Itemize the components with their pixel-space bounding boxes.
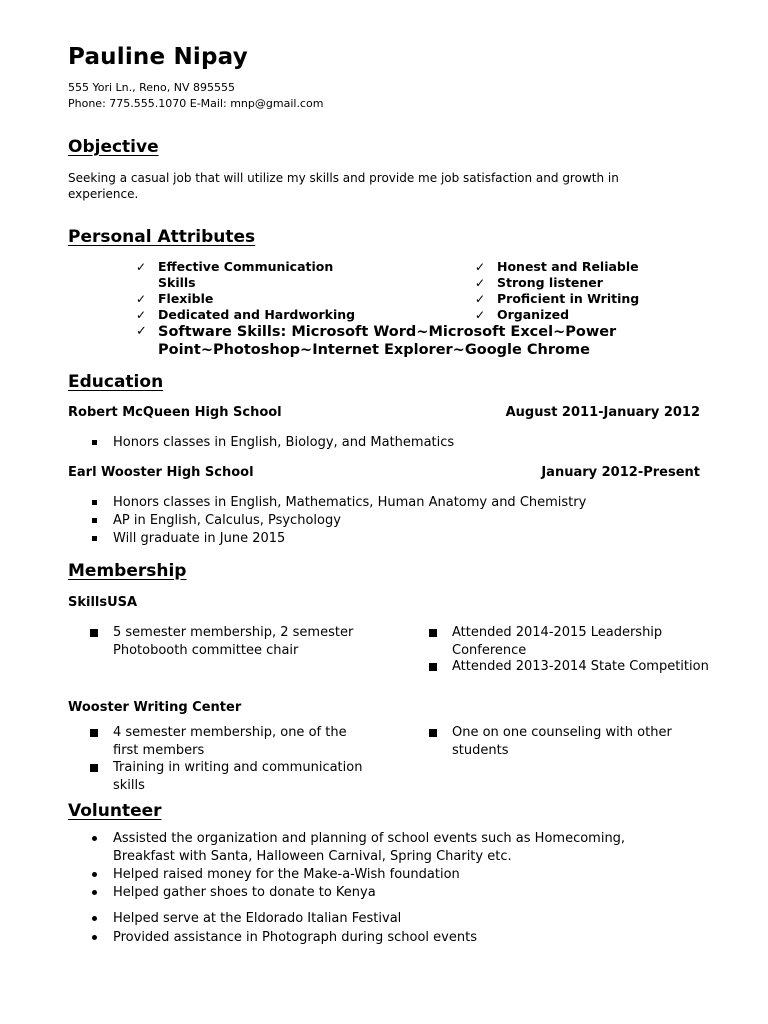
list-item-text: Helped gather shoes to donate to Kenya [113,885,376,900]
list-item-text: Honors classes in English, Mathematics, Human Anatomy and Chemistry [113,495,587,510]
check-icon: ✓ [136,292,147,306]
bullet-icon [92,890,97,895]
square-bullet-icon [92,440,97,445]
list-item-text: Provided assistance in Photograph during school events [113,930,477,945]
attribute-item [475,259,695,275]
objective-heading: Objective [68,137,159,157]
education-heading: Education [68,372,164,392]
list-item [113,624,373,659]
bullet-icon [92,836,97,841]
attribute-text: Strong listener [497,275,603,290]
square-bullet-icon [90,729,98,737]
list-item-text: AP in English, Calculus, Psychology [113,513,341,528]
square-bullet-icon [90,629,98,637]
list-item-text: Training in writing and communication skills [113,760,363,793]
attribute-text: Dedicated and Hardworking [158,307,356,322]
attribute-item [475,275,695,291]
school-dates: August 2011-January 2012 [505,405,700,420]
software-skills-text: Software Skills: Microsoft Word~Microsoft Excel~Power Point~Photoshop~Internet Explorer~Google Chrome [158,324,617,358]
list-item-text: Helped serve at the Eldorado Italian Festival [113,911,402,926]
list-item-text: Attended 2013-2014 State Competition [452,659,709,674]
attribute-text: Organized [497,307,570,322]
list-item [113,759,373,794]
education-entry-header [68,465,700,480]
attribute-text: Flexible [158,291,214,306]
check-icon: ✓ [475,260,486,274]
list-item [113,929,683,947]
list-item-text: Helped raised money for the Make-a-Wish foundation [113,867,460,882]
check-icon: ✓ [136,308,147,322]
education-entry-header [68,405,700,420]
check-icon: ✓ [136,260,147,274]
volunteer-heading: Volunteer [68,801,162,821]
software-skills [136,323,616,359]
list-item [113,910,683,928]
square-bullet-icon [90,764,98,772]
list-item [113,530,703,548]
attribute-text: Proficient in Writing [497,291,640,306]
attribute-item [136,259,376,291]
square-bullet-icon [429,663,437,671]
attribute-text: Honest and Reliable [497,259,639,274]
attribute-item [475,307,695,323]
check-icon: ✓ [136,324,147,339]
attributes-heading: Personal Attributes [68,227,256,247]
bullet-icon [92,935,97,940]
square-bullet-icon [429,729,437,737]
organization-name: Wooster Writing Center [68,700,242,715]
bullet-icon [92,916,97,921]
list-item [113,724,373,759]
list-item [452,724,712,759]
list-item [113,512,703,530]
square-bullet-icon [92,536,97,541]
square-bullet-icon [92,518,97,523]
list-item [113,884,683,902]
list-item [452,658,712,676]
objective-text: Seeking a casual job that will utilize my skills and provide me job satisfaction and growth in experience. [68,171,619,201]
list-item-text: Assisted the organization and planning of school events such as Homecoming, Breakfast with Santa, Halloween Carnival, Spring Charity etc. [113,831,626,864]
school-name: Robert McQueen High School [68,405,282,420]
address: 555 Yori Ln., Reno, NV 895555 [68,81,235,94]
membership-heading: Membership [68,561,187,581]
list-item-text: Honors classes in English, Biology, and Mathematics [113,435,455,450]
square-bullet-icon [429,629,437,637]
square-bullet-icon [92,500,97,505]
phone-email: Phone: 775.555.1070 E-Mail: mnp@gmail.com [68,97,324,110]
school-name: Earl Wooster High School [68,465,254,480]
list-item-text: 4 semester membership, one of the first members [113,725,347,758]
bullet-icon [92,872,97,877]
list-item [113,830,683,865]
list-item-text: Will graduate in June 2015 [113,531,286,546]
check-icon: ✓ [475,292,486,306]
list-item [113,494,703,512]
list-item [113,866,683,884]
list-item [113,434,703,452]
check-icon: ✓ [475,308,486,322]
attribute-item [136,291,376,307]
candidate-name: Pauline Nipay [68,44,248,70]
attribute-item [475,291,695,307]
list-item-text: 5 semester membership, 2 semester Photobooth committee chair [113,625,354,658]
list-item-text: One on one counseling with other students [452,725,672,758]
school-dates: January 2012-Present [541,465,700,480]
list-item-text: Attended 2014-2015 Leadership Conference [452,625,663,658]
check-icon: ✓ [475,276,486,290]
attribute-item [136,307,396,323]
attribute-text: Effective Communication Skills [158,259,334,290]
list-item [452,624,712,659]
organization-name: SkillsUSA [68,595,138,610]
